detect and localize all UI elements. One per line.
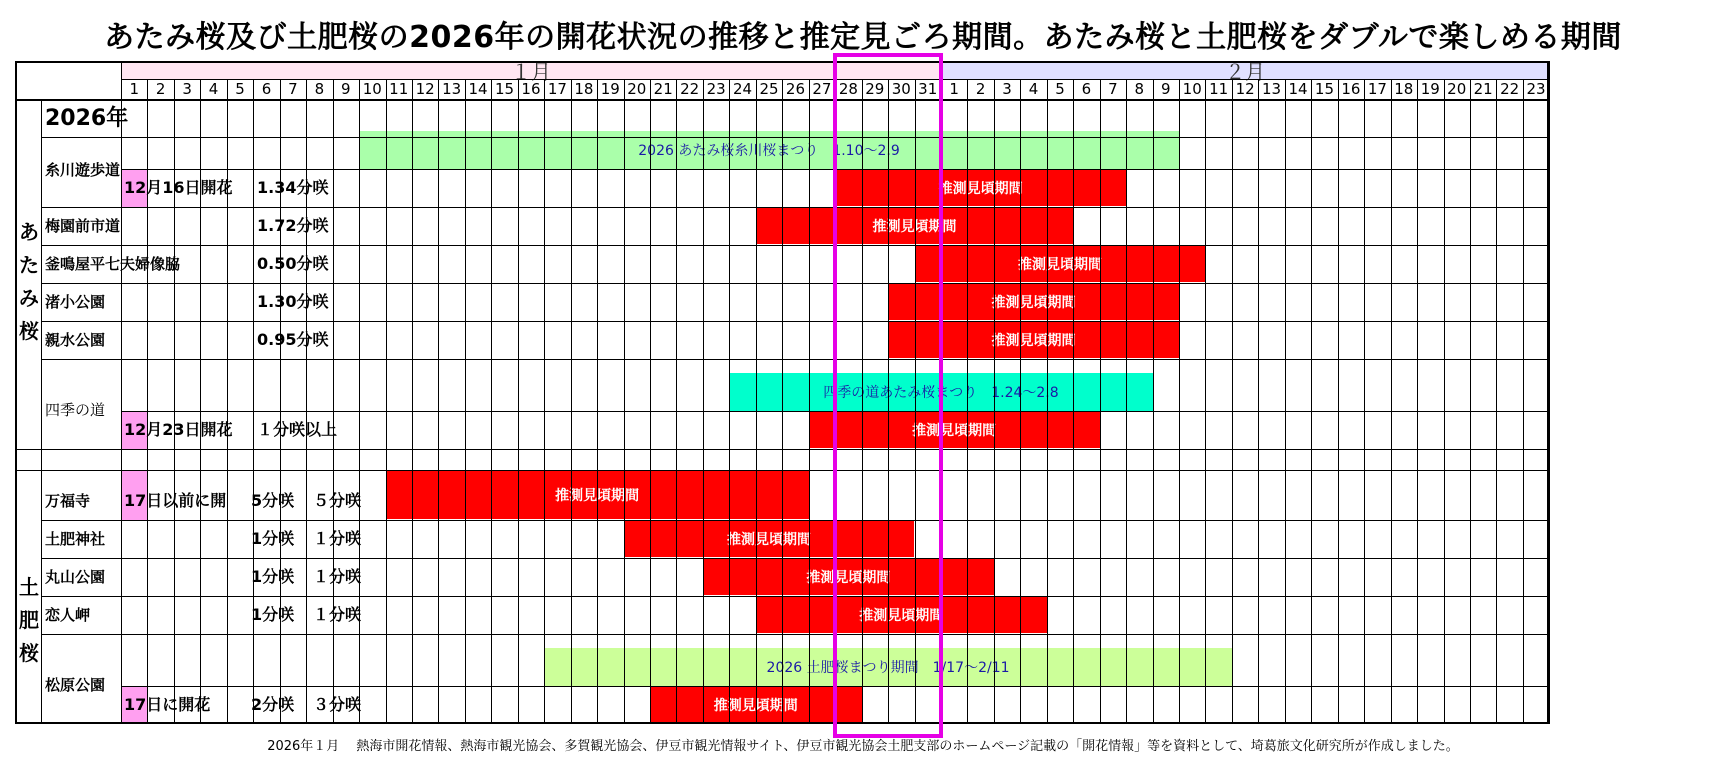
day-column-line [1179, 79, 1180, 724]
bloom-pct2-koibito: １分咲 [313, 605, 362, 624]
peak-bloom-bar: 推測見頃期間 [386, 471, 809, 519]
day-column-line [544, 79, 545, 724]
day-column-line [1444, 79, 1445, 724]
day-number: 10 [1182, 80, 1202, 98]
peak-bloom-bar: 推測見頃期間 [835, 170, 1126, 206]
day-column-line [1153, 79, 1154, 724]
day-number: 8 [314, 80, 325, 98]
day-column-line [412, 79, 413, 724]
row-label-shinsui: 親水公園 [45, 331, 106, 349]
day-column-line [386, 79, 387, 724]
bloom-date-itokawa: 12月16日開花 [124, 178, 233, 197]
day-column-line [994, 79, 995, 724]
day-column-line [597, 79, 598, 724]
row-line [41, 634, 1549, 635]
day-number: 29 [865, 80, 885, 98]
row-label-matsubara: 松原公園 [45, 676, 106, 694]
day-column-line [650, 79, 651, 724]
day-column-line [835, 79, 836, 724]
day-number: 2 [975, 80, 986, 98]
day-number: 6 [1081, 80, 1092, 98]
day-number: 1 [129, 80, 139, 98]
group-column-line [41, 99, 42, 724]
day-number: 12 [1235, 80, 1255, 98]
day-column-line [782, 79, 783, 724]
day-number: 14 [1288, 80, 1308, 98]
day-number: 19 [600, 80, 620, 98]
page-title: あたみ桜及び土肥桜の2026年の開花状況の推移と推定見ごろ期間。あたみ桜と土肥桜をダブルで楽しめる期間 [104, 20, 1622, 55]
day-number: 5 [1055, 80, 1065, 98]
day-number: 7 [288, 80, 298, 98]
day-column-line [465, 79, 466, 724]
day-number: 19 [1420, 80, 1440, 98]
day-number: 18 [1394, 80, 1414, 98]
bloom-pct2-matsubara: ３分咲 [313, 695, 362, 714]
day-number: 13 [442, 80, 462, 98]
day-number: 12 [415, 80, 435, 98]
day-column-line [967, 79, 968, 724]
source-footnote: 2026年１月 熱海市開花情報、熱海市観光協会、多賀観光協会、伊豆市観光情報サイト、伊豆市観光協会土肥支部のホームページ記載の「開花情報」等を資料として、埼葛旅文化研究所が作成しました。 [267, 739, 1459, 754]
day-column-line [729, 79, 730, 724]
day-column-line [1338, 79, 1339, 724]
day-column-line [438, 79, 439, 724]
day-number: 5 [235, 80, 245, 98]
day-number: 16 [521, 80, 541, 98]
peak-bloom-bar: 推測見頃期間 [915, 246, 1206, 282]
day-number: 21 [653, 80, 673, 98]
day-column-line [809, 79, 810, 724]
day-column-line [703, 79, 704, 724]
day-number: 18 [574, 80, 594, 98]
day-number: 23 [706, 80, 726, 98]
day-column-line [1311, 79, 1312, 724]
bloom-date-matsubara: 17日に開花 [124, 695, 211, 714]
day-number: 10 [362, 80, 382, 98]
row-label-baien: 梅園前市道 [45, 217, 121, 235]
day-number: 4 [1028, 80, 1039, 98]
day-number: 16 [1341, 80, 1361, 98]
day-number: 31 [918, 80, 938, 98]
day-number: 20 [1447, 80, 1467, 98]
day-column-line [676, 79, 677, 724]
month-band-february: ２月 [941, 61, 1549, 79]
bloom-pct1-maruyama: 1分咲 [251, 567, 295, 586]
day-column-line [1470, 79, 1471, 724]
day-column-line [1232, 79, 1233, 724]
day-number: 22 [680, 80, 700, 98]
day-number: 1 [949, 80, 959, 98]
peak-bloom-bar: 推測見頃期間 [809, 412, 1100, 448]
day-column-line [941, 61, 942, 724]
day-number: 3 [182, 80, 192, 98]
bloom-pct-kamenari: 0.50分咲 [257, 254, 329, 273]
day-number: 30 [891, 80, 911, 98]
row-label-shiki: 四季の道 [45, 401, 106, 419]
day-number: 9 [341, 80, 351, 98]
bloom-pct2-toi-shrine: １分咲 [313, 529, 362, 548]
bloom-date-shiki: 12月23日開花 [124, 420, 233, 439]
day-column-line [121, 61, 122, 724]
peak-bloom-bar: 推測見頃期間 [756, 597, 1047, 633]
row-label-itokawa: 糸川遊歩道 [45, 161, 121, 179]
day-number: 15 [1314, 80, 1335, 98]
day-number: 14 [468, 80, 488, 98]
day-column-line [1020, 79, 1021, 724]
day-number: 22 [1500, 80, 1520, 98]
festival-bar: 2026 あたみ桜糸川桜まつり 1.10～2.9 [359, 131, 1179, 169]
bloom-pct2-maruyama: １分咲 [313, 567, 362, 586]
row-label-nagisa: 渚小公園 [45, 293, 106, 311]
day-number: 17 [1367, 80, 1387, 98]
bloom-pct-itokawa: 1.34分咲 [257, 178, 329, 197]
peak-bloom-bar: 推測見頃期間 [888, 284, 1179, 320]
day-number: 4 [208, 80, 219, 98]
bloom-pct-shiki: １分咲以上 [257, 420, 338, 439]
sub-row-line [121, 169, 1549, 170]
day-column-line [888, 79, 889, 724]
group-separator-line [15, 470, 1549, 471]
group-separator-line [15, 449, 1549, 450]
day-number: 17 [547, 80, 567, 98]
row-label-koibito: 恋人岬 [45, 606, 91, 624]
bloom-pct1-manpukuji: 5分咲 [251, 491, 295, 510]
day-column-line [1258, 79, 1259, 724]
day-number: 24 [733, 80, 753, 98]
day-column-line [1364, 79, 1365, 724]
peak-bloom-bar: 推測見頃期間 [756, 208, 1073, 244]
row-label-toi-shrine: 土肥神社 [45, 530, 106, 548]
day-column-line [1205, 79, 1206, 724]
day-column-line [756, 79, 757, 724]
bloom-pct2-manpukuji: ５分咲 [313, 491, 362, 510]
day-number: 2 [155, 80, 166, 98]
bloom-pct-baien: 1.72分咲 [257, 216, 329, 235]
day-number: 6 [261, 80, 272, 98]
day-column-line [1496, 79, 1497, 724]
day-number: 11 [389, 80, 409, 98]
day-column-line [518, 79, 519, 724]
day-number: 9 [1160, 80, 1171, 98]
day-column-line [1073, 79, 1074, 724]
bloom-pct-shinsui: 0.95分咲 [257, 330, 329, 349]
row-label-manpukuji: 万福寺 [45, 492, 91, 510]
day-number: 20 [627, 80, 647, 98]
day-column-line [1523, 79, 1524, 724]
day-number: 23 [1526, 80, 1546, 98]
year-label: 2026年 [45, 106, 129, 131]
day-column-line [915, 79, 916, 724]
day-column-line [1100, 79, 1101, 724]
day-column-line [1285, 79, 1286, 724]
peak-bloom-bar: 推測見頃期間 [703, 559, 994, 595]
day-column-line [1391, 79, 1392, 724]
day-column-line [491, 79, 492, 724]
day-number: 3 [1002, 80, 1012, 98]
bloom-pct1-toi-shrine: 1分咲 [251, 529, 295, 548]
peak-bloom-bar: 推測見頃期間 [650, 687, 862, 723]
day-number: 8 [1134, 80, 1145, 98]
group-label-atami: あたみ桜 [19, 220, 39, 343]
day-number: 21 [1473, 80, 1493, 98]
day-number: 7 [1108, 80, 1118, 98]
day-number: 28 [838, 80, 858, 98]
day-number: 11 [1209, 80, 1229, 98]
festival-bar: 四季の道あたみ桜まつり 1.24～2.8 [729, 373, 1152, 411]
bloom-date-manpukuji: 17日以前に開 [124, 491, 227, 510]
day-column-line [624, 79, 625, 724]
day-column-line [571, 79, 572, 724]
day-column-line [1417, 79, 1418, 724]
day-column-line [1047, 79, 1048, 724]
peak-bloom-bar: 推測見頃期間 [624, 521, 915, 557]
group-label-toi: 土肥桜 [19, 575, 39, 665]
row-line [41, 359, 1549, 360]
row-label-kamenari: 釜鳴屋平七夫婦像脇 [45, 255, 181, 273]
bloom-pct1-matsubara: 2分咲 [251, 695, 295, 714]
day-column-line [1126, 79, 1127, 724]
row-label-maruyama: 丸山公園 [45, 568, 106, 586]
day-column-line [1549, 61, 1550, 724]
day-number: 13 [1262, 80, 1282, 98]
bloom-pct-nagisa: 1.30分咲 [257, 292, 329, 311]
day-number: 27 [812, 80, 832, 98]
peak-bloom-bar: 推測見頃期間 [888, 322, 1179, 358]
day-number: 25 [759, 80, 779, 98]
month-band-january: １月 [121, 61, 941, 79]
bloom-pct1-koibito: 1分咲 [251, 605, 295, 624]
row-line [41, 137, 1549, 138]
day-column-line [862, 79, 863, 724]
festival-bar: 2026 土肥桜まつり期間 1/17～2/11 [544, 648, 1232, 686]
day-number: 15 [494, 80, 515, 98]
day-number: 26 [785, 80, 806, 98]
